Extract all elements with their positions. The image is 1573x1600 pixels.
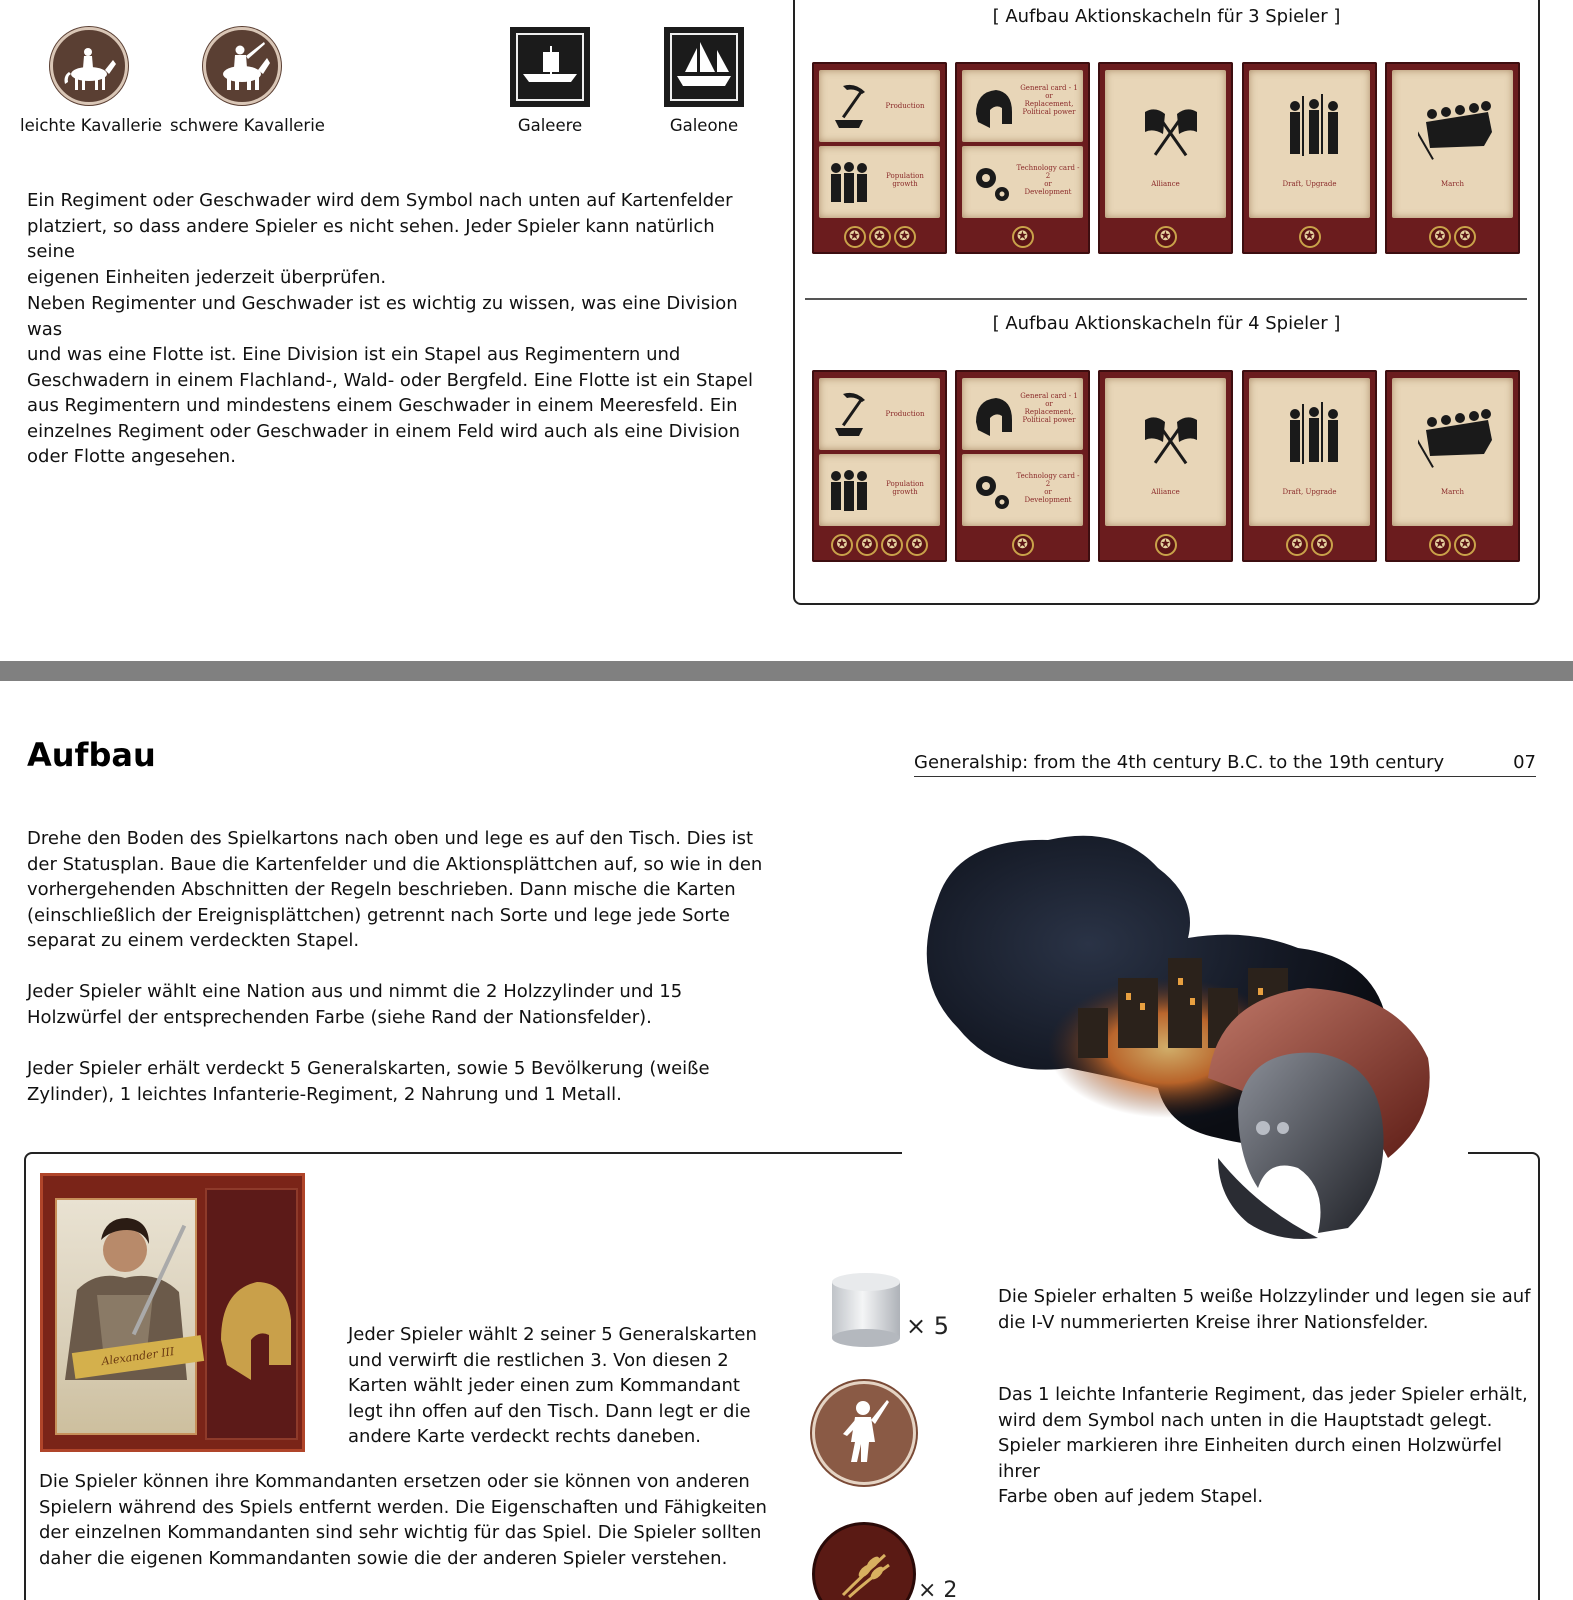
action-tile-march — [1385, 62, 1520, 254]
galleon-icon — [664, 27, 744, 107]
tile-label-alliance: Alliance — [1151, 488, 1180, 496]
tile-label-general: General card - 1 or Replacement, Political power — [1020, 84, 1078, 116]
tile-stars — [1385, 226, 1520, 248]
tile-stars — [955, 534, 1090, 556]
tile-panel — [1392, 378, 1513, 526]
tile-label-march: March — [1440, 180, 1465, 188]
tile-label-production: Production — [885, 102, 925, 110]
star-token-icon: ✪ — [881, 534, 903, 556]
general-portrait — [55, 1198, 197, 1435]
helmet-icon — [972, 84, 1014, 134]
tile-stars — [812, 226, 947, 248]
unit-label-light-cavalry: leichte Kavallerie — [20, 116, 163, 135]
tile-panel — [1105, 70, 1226, 218]
running-header-title: Generalship: from the 4th century B.C. to the 19th century — [914, 752, 1445, 773]
cylinder-count: × 5 — [906, 1312, 950, 1340]
star-token-icon: ✪ — [1454, 534, 1476, 556]
setup-paragraph-3: Jeder Spieler erhält verdeckt 5 Generalskarten, sowie 5 Bevölkerung (weiße Zylinder), 1 leichtes Infanterie-Regiment, 2 Nahrung und 1 Metall. — [27, 1058, 710, 1105]
setup-paragraph-2: Jeder Spieler wählt eine Nation aus und nimmt die 2 Holzzylinder und 15 Holzwürfel der entsprechenden Farbe (siehe Rand der Nationsfelder). — [27, 981, 683, 1028]
page-number: 07 — [1513, 752, 1536, 773]
tile-panel-bottom — [962, 454, 1083, 526]
division-fleet-paragraph: Neben Regimenter und Geschwader ist es wichtig zu wissen, was eine Division was und was eine Flotte ist. Eine Division ist ein Stapel aus Regimentern und Geschwadern in einem Flachland-, Wald- oder Bergfeld. Eine Flotte ist ein Stapel aus Regimentern und mindestens einem Geschwader in einem Meeresfeld. Ein einzelnes Regiment oder Geschwader in einem Feld wird auch als eine Division oder Flotte angesehen. — [27, 293, 754, 467]
march-army-icon — [1418, 400, 1498, 474]
gear-icon — [970, 468, 1014, 518]
star-token-icon: ✪ — [869, 226, 891, 248]
tile-panel-bottom — [819, 454, 940, 526]
tile-label-alliance: Alliance — [1151, 180, 1180, 188]
tile-label-technology: Technology card - 2 or Development — [1016, 472, 1080, 504]
helmet-icon — [972, 392, 1014, 442]
gear-icon — [970, 160, 1014, 210]
star-token-icon: ✪ — [894, 226, 916, 248]
population-icon — [827, 160, 871, 210]
star-token-icon: ✪ — [844, 226, 866, 248]
section-heading: Aufbau — [27, 736, 156, 774]
tile-label-march: March — [1440, 488, 1465, 496]
star-token-icon: ✪ — [906, 534, 928, 556]
general-card-back — [205, 1188, 298, 1440]
star-token-icon: ✪ — [1429, 534, 1451, 556]
tiles-title-3-players: [ Aufbau Aktionskacheln für 3 Spieler ] — [992, 6, 1341, 27]
star-token-icon: ✪ — [856, 534, 878, 556]
action-tile-production — [812, 62, 947, 254]
star-token-icon: ✪ — [1012, 534, 1034, 556]
tile-stars — [1242, 534, 1377, 556]
draft-soldiers-icon — [1279, 400, 1349, 474]
tile-panel — [1392, 70, 1513, 218]
tile-stars — [1242, 226, 1377, 248]
tile-label-general: General card - 1 or Replacement, Political power — [1020, 392, 1078, 424]
light-infantry-icon — [812, 1381, 916, 1485]
tiles-divider — [805, 298, 1527, 300]
general-selection-paragraph: Jeder Spieler wählt 2 seiner 5 Generalskarten und verwirft die restlichen 3. Von diesen 2 Karten wählt jeder einen zum Kommandant legt ihn offen auf den Tisch. Dann legt er die andere Karte verdeckt rechts daneben. — [348, 1324, 757, 1447]
tiles-title-4-players: [ Aufbau Aktionskacheln für 4 Spieler ] — [992, 313, 1341, 334]
action-tile-march — [1385, 370, 1520, 562]
tile-panel-top — [962, 70, 1083, 142]
action-tile-draft — [1242, 370, 1377, 562]
action-tile-draft — [1242, 62, 1377, 254]
tile-stars — [812, 534, 947, 556]
pickaxe-icon — [829, 388, 869, 442]
tile-panel — [1249, 70, 1370, 218]
tile-stars — [1385, 534, 1520, 556]
action-tile-alliance — [1098, 370, 1233, 562]
star-token-icon: ✪ — [1299, 226, 1321, 248]
white-cylinder-icon — [828, 1270, 904, 1348]
tile-panel-top — [962, 378, 1083, 450]
tile-panel — [1105, 378, 1226, 526]
star-token-icon: ✪ — [1012, 226, 1034, 248]
population-icon — [827, 468, 871, 518]
running-header — [914, 752, 1536, 777]
star-token-icon: ✪ — [1155, 534, 1177, 556]
star-token-icon: ✪ — [1429, 226, 1451, 248]
star-token-icon: ✪ — [1311, 534, 1333, 556]
tile-label-draft: Draft, Upgrade — [1282, 488, 1337, 496]
tile-panel-bottom — [819, 146, 940, 218]
cylinder-paragraph: Die Spieler erhalten 5 weiße Holzzylinder und legen sie auf die I-V nummerierten Kreise ihrer Nationsfelder. — [998, 1286, 1531, 1333]
draft-soldiers-icon — [1279, 92, 1349, 166]
tile-label-population: Population growth — [886, 480, 924, 496]
action-tile-production — [812, 370, 947, 562]
general-card-image — [40, 1173, 305, 1452]
unit-label-galleon: Galeone — [669, 116, 739, 135]
pickaxe-icon — [829, 80, 869, 134]
march-army-icon — [1418, 92, 1498, 166]
tile-label-production: Production — [885, 410, 925, 418]
star-token-icon: ✪ — [1155, 226, 1177, 248]
tile-stars — [955, 226, 1090, 248]
action-tile-general — [955, 370, 1090, 562]
heavy-cavalry-icon — [203, 27, 281, 105]
star-token-icon: ✪ — [1454, 226, 1476, 248]
tile-panel-top — [819, 378, 940, 450]
light-cavalry-icon — [50, 27, 128, 105]
tile-stars — [1098, 534, 1233, 556]
tile-panel — [1249, 378, 1370, 526]
page-separator-band — [0, 661, 1573, 681]
setup-paragraph-1: Drehe den Boden des Spielkartons nach oben und lege es auf den Tisch. Dies ist der Statusplan. Baue die Kartenfelder und die Aktionsplättchen auf, so wie in den vorhergehenden Abschnitten der Regeln beschrieben. Dann mische die Karten (einschließlich der Ereignisplättchen) getrennt nach Sorte und lege jede Sorte separat zu einem verdeckten Stapel. — [27, 828, 763, 951]
commanders-paragraph: Die Spieler können ihre Kommandanten ersetzen oder sie können von anderen Spielern während des Spiels entfernt werden. Die Eigenschaften und Fähigkeiten der einzelnen Kommandanten sind sehr wichtig für das Spiel. Die Spieler sollten daher die eigenen Kommandanten sowie die der anderen Spieler verstehen. — [39, 1471, 767, 1569]
action-tile-general — [955, 62, 1090, 254]
general-card-name: Alexander III — [72, 1335, 204, 1379]
grain-count: × 2 — [918, 1578, 958, 1600]
tile-stars — [1098, 226, 1233, 248]
tile-label-technology: Technology card - 2 or Development — [1016, 164, 1080, 196]
regiment-placement-paragraph: Ein Regiment oder Geschwader wird dem Symbol nach unten auf Kartenfelder platziert, so dass andere Spieler es nicht sehen. Jeder Spieler kann natürlich seine eigenen Einheiten jederzeit überprüfen. — [27, 190, 733, 288]
unit-label-heavy-cavalry: schwere Kavallerie — [170, 116, 325, 135]
infantry-paragraph: Das 1 leichte Infanterie Regiment, das jeder Spieler erhält, wird dem Symbol nach unten in die Hauptstadt gelegt. Spieler markieren ihre Einheiten durch einen Holzwürfel ihrer Farbe oben auf jedem Stapel. — [998, 1384, 1528, 1507]
battle-helmet-illustration — [918, 828, 1478, 1268]
star-token-icon: ✪ — [1286, 534, 1308, 556]
alliance-flags-icon — [1131, 100, 1211, 164]
unit-label-galley: Galeere — [517, 116, 583, 135]
grain-food-icon — [812, 1522, 916, 1600]
galley-icon — [510, 27, 590, 107]
star-token-icon: ✪ — [831, 534, 853, 556]
tile-label-population: Population growth — [886, 172, 924, 188]
action-tile-alliance — [1098, 62, 1233, 254]
alliance-flags-icon — [1131, 408, 1211, 472]
tile-label-draft: Draft, Upgrade — [1282, 180, 1337, 188]
tile-panel-bottom — [962, 146, 1083, 218]
tile-panel-top — [819, 70, 940, 142]
